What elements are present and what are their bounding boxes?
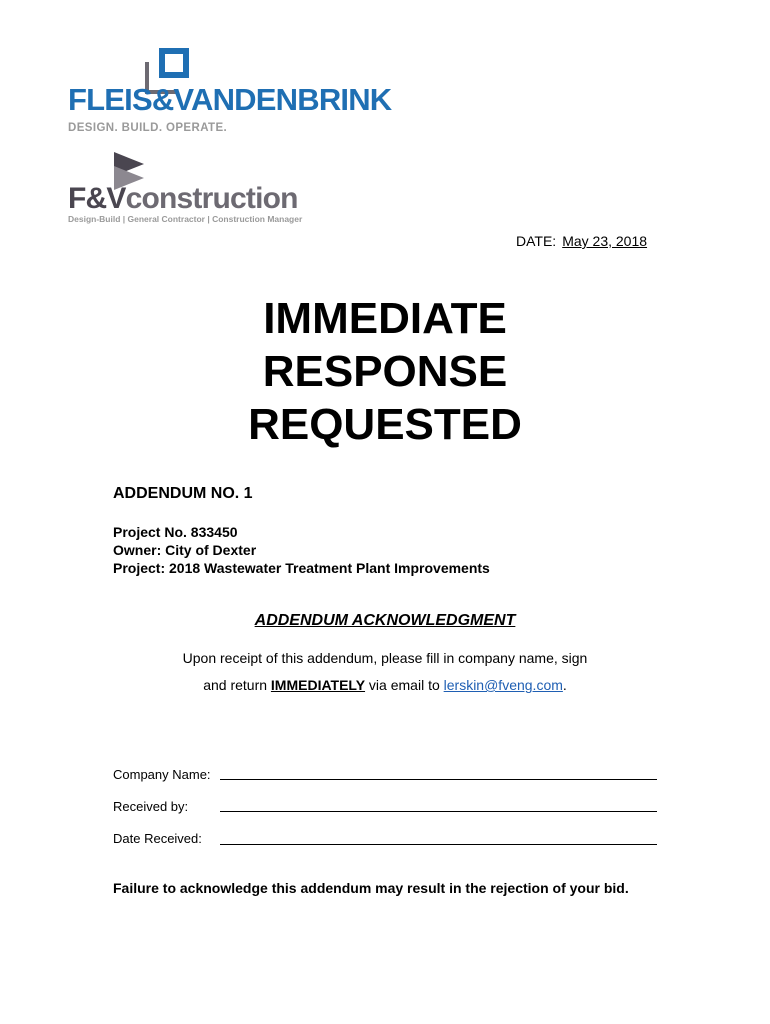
company-logo-tagline: DESIGN. BUILD. OPERATE. (68, 122, 228, 134)
email-link[interactable]: lerskin@fveng.com (443, 677, 563, 693)
instructions-line-2 (0, 677, 770, 693)
construction-logo-word: construction (125, 182, 298, 215)
addendum-number: ADDENDUM NO. 1 (113, 485, 253, 502)
heading-line: REQUESTED (248, 400, 522, 449)
acknowledgment-title: ADDENDUM ACKNOWLEDGMENT (254, 612, 516, 629)
construction-logo-prefix: F&V (68, 182, 126, 215)
rejection-warning: Failure to acknowledge this addendum may result in the rejection of your bid. (113, 880, 629, 896)
heading-line: IMMEDIATE (263, 294, 507, 343)
date-line (516, 233, 647, 249)
project-name: Project: 2018 Wastewater Treatment Plant Improvements (113, 560, 490, 576)
instructions-text: via email to (365, 677, 444, 693)
received-by-field[interactable] (220, 811, 657, 812)
main-heading (0, 292, 770, 451)
company-name-label: Company Name: (113, 767, 211, 782)
company-logo-name: FLEIS&VANDENBRINK (68, 82, 392, 117)
project-number: Project No. 833450 (113, 524, 238, 540)
instructions-text: and return (203, 677, 271, 693)
received-by-label: Received by: (113, 799, 189, 814)
construction-logo-name (68, 184, 298, 214)
date-value: May 23, 2018 (562, 233, 648, 249)
company-name-field[interactable] (220, 779, 657, 780)
immediately-emphasis: IMMEDIATELY (270, 677, 366, 693)
construction-logo-tagline: Design-Build | General Contractor | Construction Manager (68, 214, 303, 224)
date-received-label: Date Received: (113, 831, 202, 846)
date-received-field[interactable] (220, 844, 657, 845)
project-owner: Owner: City of Dexter (113, 542, 257, 558)
heading-line: RESPONSE (262, 347, 508, 396)
instructions-line-1: Upon receipt of this addendum, please fill in company name, sign (182, 650, 588, 666)
instructions-text: . (562, 677, 567, 693)
date-label: DATE: (516, 233, 557, 249)
